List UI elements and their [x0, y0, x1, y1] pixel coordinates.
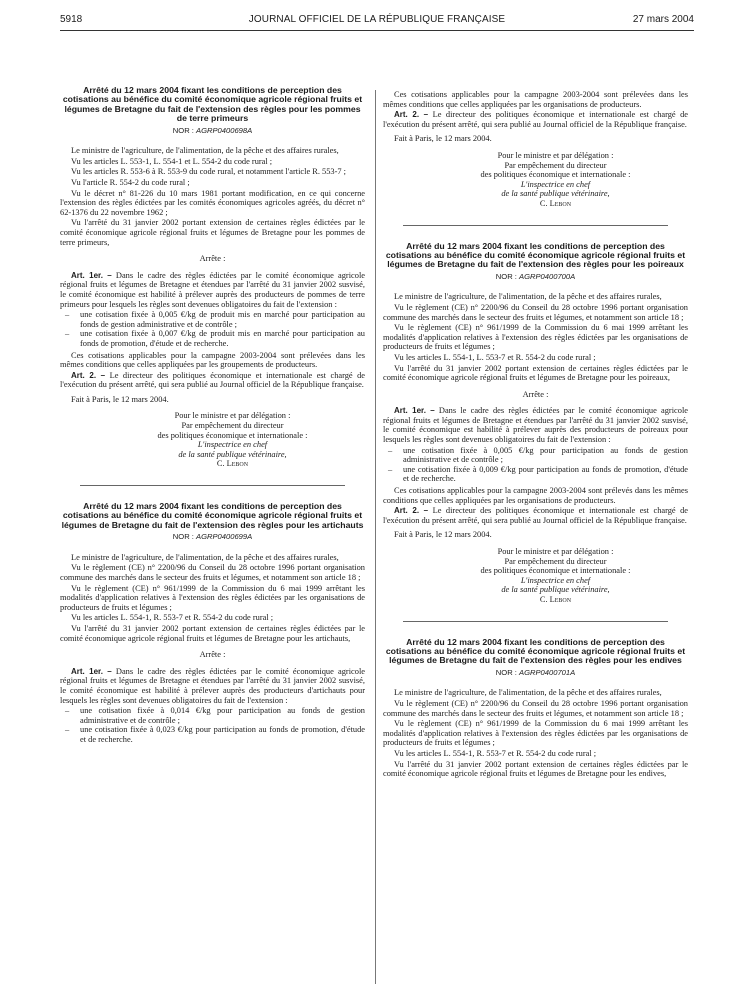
page-number: 5918 — [60, 14, 83, 25]
right-column — [383, 90, 688, 780]
article-label: Art. 1er. – — [71, 666, 112, 676]
cotisations-paragraph: Ces cotisations applicables pour la campagne 2003-2004 sont prélevés dans les mêmes conditions que celles appliquées par les organisations de producteurs. — [383, 486, 688, 505]
section-title: Arrêté du 12 mars 2004 fixant les conditions de perception des cotisations au bénéfice du comité économique agricole régional fruits et légumes de Bretagne du fait de l'extension des règles pour les pommes de terre primeurs — [62, 85, 363, 124]
nor-reference: NOR : AGRP0400698A — [172, 125, 253, 135]
article-1: Art. 1er. – Dans le cadre des règles édictées par le comité économique agricole régional fruits et légumes de Bretagne et étendues par l'arrêté du 31 janvier 2002 susvisé, le comité économique est habilité à prélever auprès des producteurs de pommes de terre primeurs pour lesquels les règles sont devenues obligatoires du fait de l'extension : — [60, 270, 365, 309]
article-label: Art. 2. – — [394, 110, 429, 120]
section-endives — [383, 638, 688, 779]
preamble-line: Vu l'arrêté du 31 janvier 2002 portant extension de certaines règles édictées par le comité économique agricole régional fruits et légumes de Bretagne pour les endives, — [383, 759, 688, 779]
arrete-heading: Arrête : — [199, 254, 226, 264]
fait-line: Fait à Paris, le 12 mars 2004. — [71, 394, 169, 404]
section-divider — [403, 621, 668, 622]
section-title: Arrêté du 12 mars 2004 fixant les conditions de perception des cotisations au bénéfice du comité économique agricole régional fruits et légumes de Bretagne du fait de l'extension des règles pour les endives — [385, 636, 686, 666]
list-item: – une cotisation fixée à 0,005 €/kg pour participation au fonds de gestion administrative et de contrôle ; — [383, 446, 688, 465]
preamble-line: Le ministre de l'agriculture, de l'alimentation, de la pêche et des affaires rurales, — [71, 552, 339, 562]
article-label: Art. 1er. – — [394, 406, 435, 416]
preamble-line: Vu le règlement (CE) n° 2200/96 du Conseil du 28 octobre 1996 portant organisation commune des marchés dans le secteur des fruits et légumes, et notamment son article 18 ; — [383, 302, 688, 322]
list-item: – une cotisation fixée à 0,009 €/kg pour participation au fonds de promotion, d'étude et de recherche. — [383, 465, 688, 484]
fait-line: Fait à Paris, le 12 mars 2004. — [394, 530, 492, 540]
preamble-line: Vu le règlement (CE) n° 961/1999 de la Commission du 6 mai 1999 arrêtant les modalités d'application relatives à l'extension des règles édictées par les organisations de producteurs de fruits et légumes ; — [383, 323, 688, 352]
section-divider — [80, 485, 345, 486]
nor-reference: NOR : AGRP0400701A — [495, 667, 576, 677]
preamble-line: Vu l'article R. 554-2 du code rural ; — [71, 178, 190, 187]
list-item: – une cotisation fixée à 0,007 €/kg de produit mis en marché pour participation au fonds de promotion, d'étude et de recherche. — [60, 329, 365, 348]
preamble-line: Vu l'arrêté du 31 janvier 2002 portant extension de certaines règles édictées par le comité économique agricole régional fruits et légumes de Bretagne pour les artichauts, — [60, 624, 365, 643]
section-pommes-de-terre — [60, 86, 365, 469]
nor-reference: NOR : AGRP0400699A — [172, 532, 253, 542]
preamble-line: Vu le règlement (CE) n° 2200/96 du Conseil du 28 octobre 1996 portant organisation commune des marchés dans le secteur des fruits et légumes, et notamment son article 18 ; — [383, 698, 688, 718]
cotisation-list — [383, 446, 688, 484]
fait-line: Fait à Paris, le 12 mars 2004. — [394, 134, 492, 144]
preamble-line: Vu le règlement (CE) n° 2200/96 du Conseil du 28 octobre 1996 portant organisation commune des marchés dans le secteur des fruits et légumes, et notamment son article 18 ; — [60, 563, 365, 583]
preamble-line: Vu le règlement (CE) n° 961/1999 de la Commission du 6 mai 1999 arrêtant les modalités d'application relatives à l'extension des règles édictées par les organisations de producteurs de fruits et légumes ; — [383, 719, 688, 748]
section-poireaux — [383, 242, 688, 605]
preamble-line: Vu l'arrêté du 31 janvier 2002 portant extension de certaines règles édictées par le comité économique agricole régional fruits et légumes de Bretagne pour les poireaux, — [383, 363, 688, 383]
cotisations-paragraph: Ces cotisations applicables pour la campagne 2003-2004 sont prélevées dans les mêmes conditions que celles appliquées par les organisations de producteurs. — [383, 90, 688, 109]
article-label: Art. 2. – — [71, 370, 106, 380]
header-rule — [60, 30, 694, 31]
cotisation-list — [60, 706, 365, 744]
article-2: Art. 2. – Le directeur des politiques économique et internationale est chargé de l'exécution du présent arrêté, qui sera publié au Journal officiel de la République française. — [383, 506, 689, 525]
list-item: – une cotisation fixée à 0,014 €/kg pour participation au fonds de gestion administrative et de contrôle ; — [60, 706, 365, 725]
issue-date: 27 mars 2004 — [632, 14, 694, 25]
preamble-line: Le ministre de l'agriculture, de l'alimentation, de la pêche et des affaires rurales, — [394, 292, 662, 302]
cotisation-list — [60, 310, 365, 348]
journal-title: JOURNAL OFFICIEL DE LA RÉPUBLIQUE FRANÇAISE — [248, 14, 506, 25]
arrete-heading: Arrête : — [199, 650, 226, 660]
preamble-line: Vu les articles L. 554-1, L. 553-7 et R. 554-2 du code rural ; — [394, 352, 596, 362]
arrete-heading: Arrête : — [522, 389, 549, 399]
article-label: Art. 2. – — [394, 506, 429, 516]
article-2: Art. 2. – Le directeur des politiques économique et internationale est chargé de l'exécution du présent arrêté, qui sera publié au Journal officiel de la République française. — [60, 370, 366, 390]
article-label: Art. 1er. – — [71, 270, 112, 280]
signature-block: Pour le ministre et par délégation : Par empêchement du directeur des politiques économique et internationale : L'inspectrice en chef de la santé publique vétérinaire, C. Lebon — [157, 411, 308, 469]
preamble-line: Vu les articles L. 553-1, L. 554-1 et L. 554-2 du code rural ; — [71, 156, 273, 166]
section-artichauts-continued — [383, 90, 688, 209]
preamble-line: Vu les articles L. 554-1, R. 553-7 et R. 554-2 du code rural ; — [71, 613, 274, 623]
preamble-line: Vu les articles R. 553-6 à R. 553-9 du code rural, et notamment l'article R. 553-7 ; — [71, 167, 346, 177]
section-title: Arrêté du 12 mars 2004 fixant les conditions de perception des cotisations au bénéfice du comité économique agricole régional fruits et légumes de Bretagne du fait de l'extension des règles pour les poireaux — [385, 240, 686, 270]
cotisations-paragraph: Ces cotisations applicables pour la campagne 2003-2004 sont prélevées dans les mêmes conditions que celles appliquées par les groupements de producteurs. — [60, 350, 365, 370]
signature-block: Pour le ministre et par délégation : Par empêchement du directeur des politiques économique et internationale : L'inspectrice en chef de la santé publique vétérinaire, C. Lebon — [480, 547, 631, 604]
list-item: – une cotisation fixée à 0,023 €/kg pour participation au fonds de promotion, d'étude et de recherche. — [60, 725, 365, 744]
preamble-line: Le ministre de l'agriculture, de l'alimentation, de la pêche et des affaires rurales, — [71, 146, 339, 156]
left-column — [60, 86, 365, 747]
preamble-line: Vu le décret n° 81-226 du 10 mars 1981 portant modification, en ce qui concerne l'extension des règles édictées par les comités économiques agricoles agréés, du décret n° 62-1376 du 22 novembre 1962 ; — [60, 188, 365, 217]
article-2: Art. 2. – Le directeur des politiques économique et internationale est chargé de l'exécution du présent arrêté, qui sera publié au Journal officiel de la République française. — [383, 110, 689, 129]
article-1: Art. 1er. – Dans le cadre des règles édictées par le comité économique agricole régional fruits et légumes de Bretagne et étendues par l'arrêté du 31 janvier 2002 susvisé, le comité économique est habilité à prélever auprès des producteurs de poireaux pour lesquels les règles sont devenues obligatoires du fait de l'extension : — [383, 406, 688, 445]
column-divider — [375, 90, 376, 984]
preamble-line: Vu le règlement (CE) n° 961/1999 de la Commission du 6 mai 1999 arrêtant les modalités d'application relatives à l'extension des règles édictées par les organisations de producteurs de fruits et légumes ; — [60, 583, 365, 612]
preamble-line: Le ministre de l'agriculture, de l'alimentation, de la pêche et des affaires rurales, — [394, 688, 662, 698]
page-header — [60, 14, 694, 28]
section-title: Arrêté du 12 mars 2004 fixant les conditions de perception des cotisations au bénéfice du comité économique agricole régional fruits et légumes de Bretagne du fait de l'extension des règles pour les artichauts — [61, 501, 364, 530]
section-divider — [403, 225, 668, 226]
preamble-line: Vu les articles L. 554-1, R. 553-7 et R. 554-2 du code rural ; — [394, 748, 597, 758]
section-artichauts — [60, 502, 365, 745]
article-1: Art. 1er. – Dans le cadre des règles édictées par le comité économique agricole régional fruits et légumes de Bretagne et étendues par l'arrêté du 31 janvier 2002 susvisé, le comité économique est habilité à prélever auprès des producteurs d'artichauts pour lesquels les règles sont devenues obligatoires du fait de l'extension : — [60, 666, 365, 705]
list-item: – une cotisation fixée à 0,005 €/kg de produit mis en marché pour participation au fonds de gestion administrative et de contrôle ; — [60, 310, 365, 329]
nor-reference: NOR : AGRP0400700A — [495, 271, 576, 281]
preamble-line: Vu l'arrêté du 31 janvier 2002 portant extension de certaines règles édictées par le comité économique agricole régional fruits et légumes de Bretagne pour les pommes de terre primeurs, — [60, 218, 365, 247]
signature-block: Pour le ministre et par délégation : Par empêchement du directeur des politiques économique et internationale : L'inspectrice en chef de la santé publique vétérinaire, C. Lebon — [480, 150, 631, 208]
